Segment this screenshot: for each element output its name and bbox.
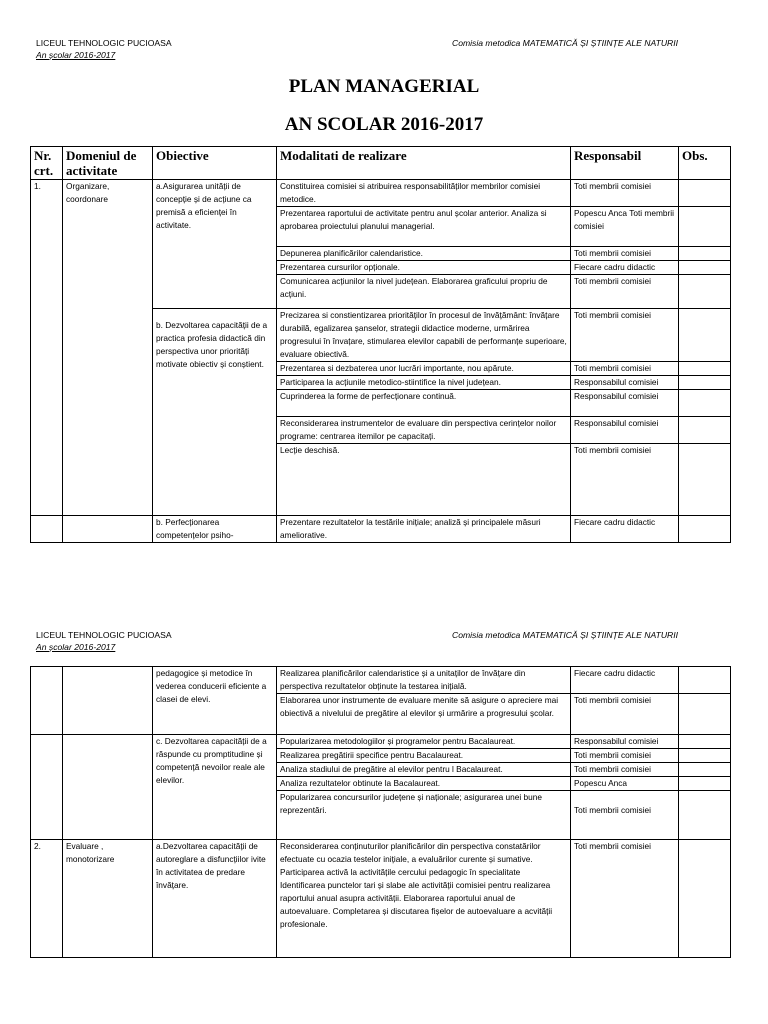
plan-table-page2 [30, 666, 731, 958]
list-item: Toti membrii comisiei [571, 180, 678, 207]
objective-a2-responsible: Toti membrii comisiei [571, 840, 679, 958]
table-row [31, 180, 731, 309]
row-domain-2: Evaluare , monotorizare [63, 840, 153, 958]
objective-a2-modalities: Reconsiderarea conținuturilor planificărilor din perspectiva constatărilor efectuate cu ocazia testelor inițiale, a evaluărilor curente și sumative. Participarea activă la activitățile cercului pedagogic în specialitate Identificarea punctelor tari și slabe ale activității comisiei pentru realizarea raportului anual asupra activității. Elaborarea raportului anual de autoevaluare. Completarea și discutarea fișelor de autoevaluare a acvității profesionale. [277, 840, 571, 958]
list-item: Elaborarea unor instrumente de evaluare menite să asigure o apreciere mai obiectivă a nivelului de pregătire al elevilor și urmărire a progresului școlar. [280, 695, 559, 718]
list-item: Prezentarea cursurilor opționale. [277, 261, 570, 275]
list-item: Responsabilul comisiei [571, 376, 678, 390]
list-item: Toti membrii comisiei [571, 247, 678, 261]
list-item: Responsabilul comisiei [571, 390, 678, 417]
school-name: LICEUL TEHNOLOGIC PUCIOASA [36, 38, 172, 48]
row-number-2: 2. [31, 840, 63, 958]
objective-a-modalities [277, 180, 571, 309]
school-year-p2: An școlar 2016-2017 [36, 642, 116, 652]
objective-c-modalities [277, 735, 571, 840]
objective-b-obs [679, 309, 731, 516]
list-item: Toti membrii comisiei [574, 695, 651, 705]
row-number: 1. [31, 180, 63, 516]
commission-name: Comisia metodica MATEMATICĂ ȘI ȘTIINȚE ALE NATURII [452, 38, 679, 48]
table-header-row [31, 147, 731, 180]
objective-c-responsible [571, 735, 679, 840]
table-row [31, 735, 731, 840]
list-item: Toti membrii comisiei [574, 805, 651, 815]
list-item: Toti membrii comisiei [571, 749, 678, 763]
list-item: Toti membrii comisiei [571, 763, 678, 777]
col-nr: Nr. crt. [31, 147, 63, 180]
list-item: Comunicarea acțiunilor la nivel județean. Elaborarea graficului propriu de acțiuni. [280, 276, 548, 299]
list-item: Prezentare rezultatelor la testările inițiale; analiză și principalele măsuri ameliorative. [277, 516, 571, 543]
table-row [31, 840, 731, 958]
list-item: Precizarea si constientizarea priorităților în procesul de învățământ: învățare durabilă, egalizarea șanselor, strategii didactice moderne, urmărirea progresului în învațare, stimularea elevilor capabili de performanțe superioare, evaluare obiectivă. [277, 309, 570, 362]
table-row [31, 516, 731, 543]
list-item: Responsabilul comisiei [571, 417, 678, 444]
list-item: Participarea la acțiunile metodico-stiintifice la nivel județean. [277, 376, 570, 390]
school-name-p2: LICEUL TEHNOLOGIC PUCIOASA [36, 630, 172, 640]
objective-b2-cont: pedagogice și metodice în vederea conducerii eficiente a clasei de elevi. [153, 667, 277, 735]
list-item: Prezentarea si dezbaterea unor lucrări importante, nou apărute. [277, 362, 570, 376]
col-responsible: Responsabil [571, 147, 679, 180]
objective-b: b. Dezvoltarea capacității de a practica profesia didactică din perspectiva unor priorități motivate obiectiv și conștient. [153, 309, 277, 516]
list-item: Popescu Anca Toti membrii comisiei [571, 207, 678, 247]
objective-b2-responsible [571, 667, 679, 735]
list-item: Prezentarea raportului de activitate pentru anul școlar anterior. Analiza si aprobarea proiectului planului managerial. [277, 207, 570, 247]
commission-name-p2: Comisia metodica MATEMATICĂ ȘI ȘTIINȚE ALE NATURII [452, 630, 679, 640]
school-year: An școlar 2016-2017 [36, 50, 116, 60]
table-row [31, 667, 731, 735]
list-item: Reconsiderarea instrumentelor de evaluare din perspectiva cerințelor noilor programe: centrarea itemilor pe capacitați. [277, 417, 570, 444]
list-item: Responsabilul comisiei [571, 735, 678, 749]
col-objectives: Obiective [153, 147, 277, 180]
objective-b2: b. Perfecționarea competențelor psiho- [153, 516, 277, 543]
row-domain: Organizare, coordonare [63, 180, 153, 516]
list-item: Lecție deschisă. [280, 445, 340, 455]
objective-a2: a.Dezvoltarea capacității de autoreglare a disfuncțiilor ivite în activitatea de predare învățare. [153, 840, 277, 958]
list-item: Toti membrii comisiei [574, 276, 651, 286]
plan-table-page1 [30, 146, 731, 543]
list-item: Realizarea planificărilor calendaristice și a unitaților de învățare din perspectiva rezultatelor obținute la testarea inițială. [277, 667, 570, 694]
list-item: Fiecare cadru didactic [571, 516, 679, 543]
objective-b2-modalities [277, 667, 571, 735]
list-item: Popularizarea concursurilor județene și naționale; asigurarea unei bune reprezentări. [280, 792, 542, 815]
list-item: Popescu Anca [571, 777, 678, 791]
list-item: Toti membrii comisiei [571, 362, 678, 376]
objective-c-obs [679, 735, 731, 840]
list-item: Popularizarea metodologiilor și programelor pentru Bacalaureat. [277, 735, 570, 749]
objective-a: a.Asigurarea unității de concepție și de acțiune ca premisă a eficienței în activitate. [153, 180, 277, 309]
list-item: Depunerea planificărilor calendaristice. [277, 247, 570, 261]
list-item: Fiecare cadru didactic [571, 667, 678, 694]
list-item: Toti membrii comisiei [571, 309, 678, 362]
list-item: Realizarea pregătirii specifice pentru Bacalaureat. [277, 749, 570, 763]
list-item: Fiecare cadru didactic [571, 261, 678, 275]
list-item: Analiza stadiului de pregătire al elevilor pentru l Bacalaureat. [277, 763, 570, 777]
col-modalities: Modalitati de realizare [277, 147, 571, 180]
objective-a-obs [679, 180, 731, 309]
list-item: Cuprinderea la forme de perfecționare continuă. [277, 390, 570, 417]
page-title: PLAN MANAGERIAL [288, 76, 480, 97]
col-obs: Obs. [679, 147, 731, 180]
col-domain: Domeniul de activitate [63, 147, 153, 180]
list-item: Analiza rezultatelor obtinute la Bacalaureat. [277, 777, 570, 791]
objective-a-responsible [571, 180, 679, 309]
objective-b2-obs [679, 667, 731, 735]
objective-c: c. Dezvoltarea capacității de a răspunde cu promptitudine și competență nevoilor reale ale elevilor. [153, 735, 277, 840]
objective-b-responsible [571, 309, 679, 516]
list-item: Toti membrii comisiei [574, 445, 651, 455]
page-subtitle: AN SCOLAR 2016-2017 [284, 114, 484, 135]
objective-b-modalities [277, 309, 571, 516]
list-item: Constituirea comisiei si atribuirea responsabilităților membrilor comisiei metodice. [277, 180, 570, 207]
